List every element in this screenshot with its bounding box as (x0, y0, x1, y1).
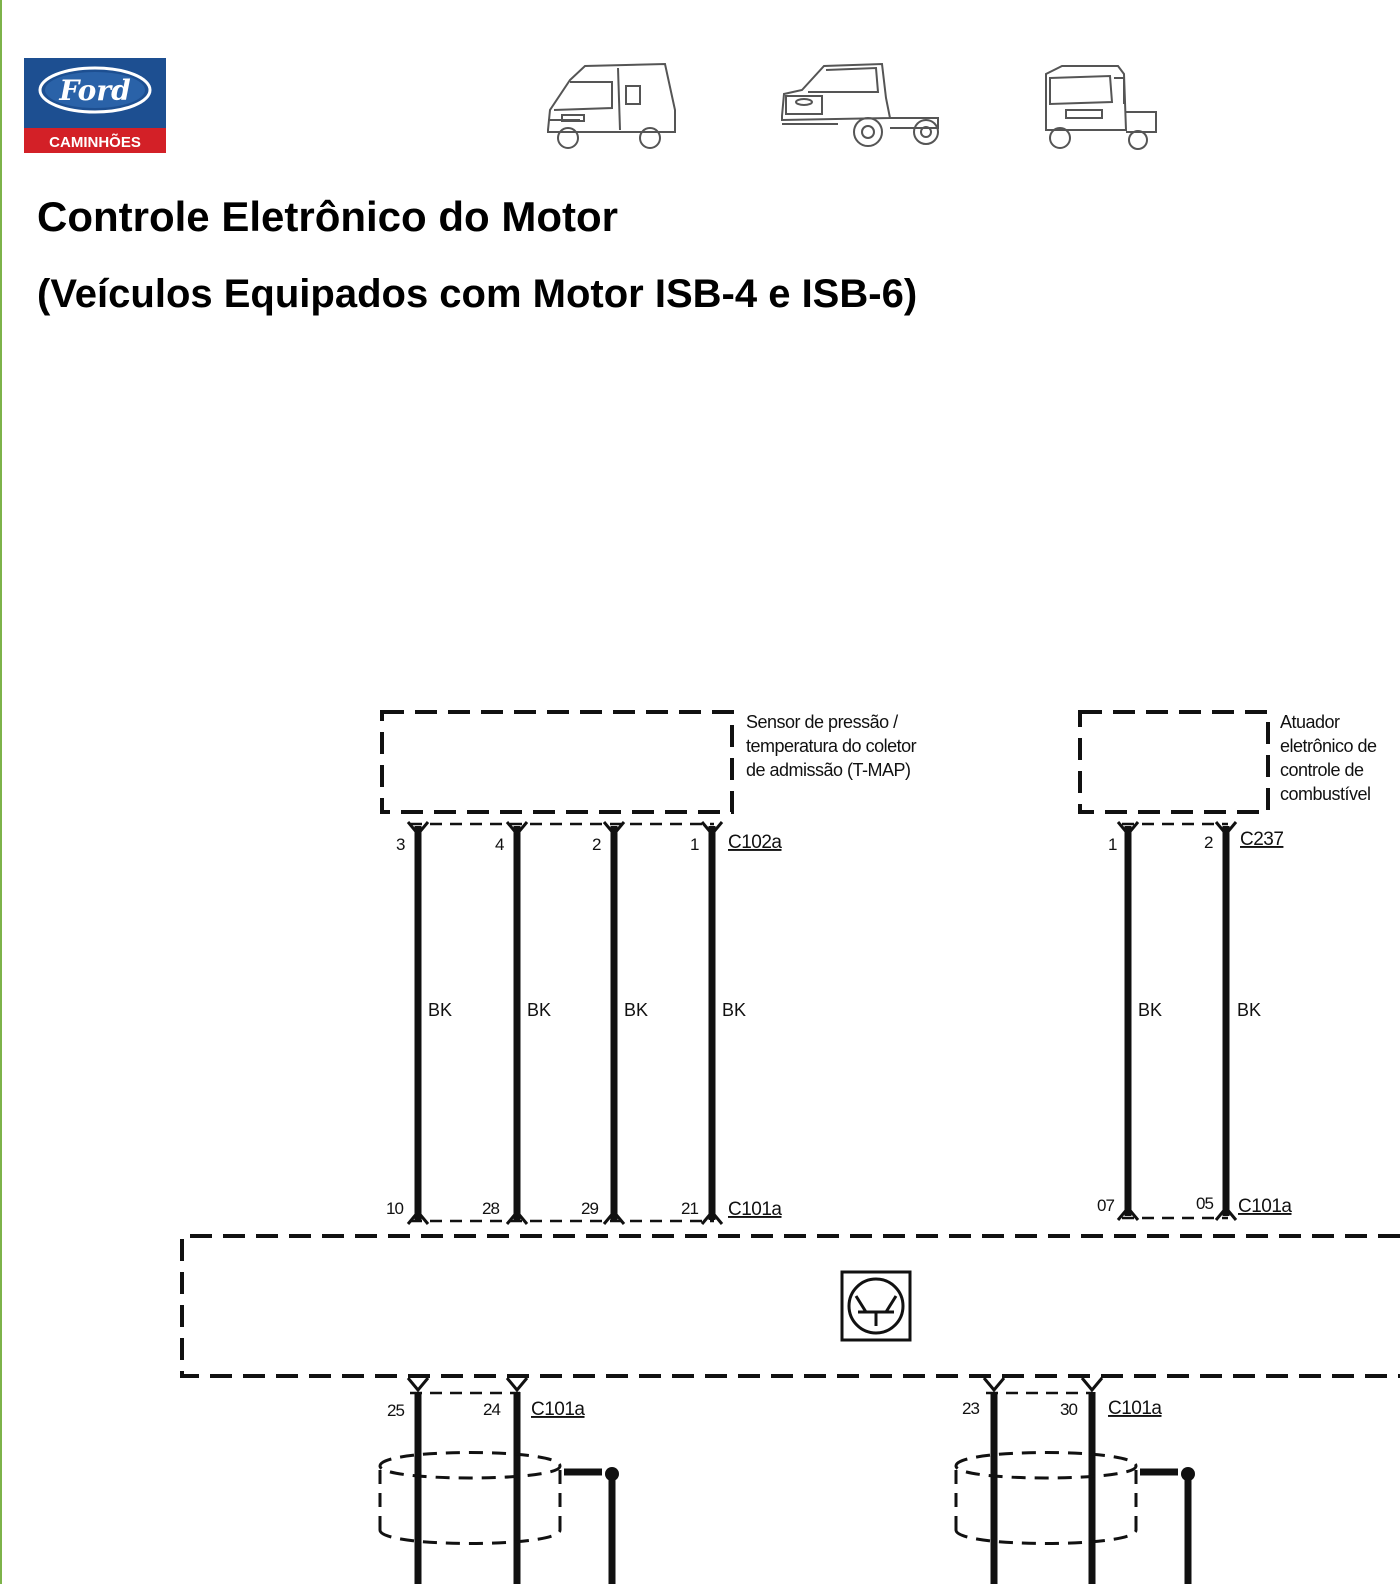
page-subtitle: (Veículos Equipados com Motor ISB-4 e ISB-6) (37, 272, 918, 316)
logo-sub-label: CAMINHÕES (49, 134, 141, 151)
actuator-label: Atuador eletrônico de controle de combustível (1280, 712, 1377, 804)
tmap-label: Sensor de pressão / temperatura do coletor de admissão (T-MAP) (746, 712, 917, 780)
pin-number: 24 (483, 1400, 500, 1419)
pin-number: 05 (1196, 1194, 1213, 1213)
wire-color-label: BK (428, 1000, 453, 1020)
tmap-sensor-box (382, 712, 732, 812)
connector-label: C237 (1240, 829, 1284, 850)
wire-color-label: BK (1237, 1000, 1262, 1020)
pin-number: 1 (690, 835, 699, 854)
ecu-box (182, 1236, 1400, 1376)
pin-number: 25 (387, 1401, 404, 1420)
wire-color-label: BK (527, 1000, 552, 1020)
pin-number: 2 (592, 835, 601, 854)
pin-number: 23 (962, 1399, 979, 1418)
logo-wordmark: Ford (59, 74, 131, 107)
fuel-actuator-box (1080, 712, 1268, 812)
wire-color-label: BK (722, 1000, 747, 1020)
pin-number: 10 (386, 1199, 403, 1218)
connector-label: C101a (1238, 1196, 1292, 1217)
pin-number: 2 (1204, 833, 1213, 852)
wire-color-label: BK (624, 1000, 649, 1020)
pin-number: 07 (1097, 1196, 1114, 1215)
pin-number: 1 (1108, 835, 1117, 854)
pin-number: 21 (681, 1199, 698, 1218)
page-title: Controle Eletrônico do Motor (37, 193, 618, 240)
transistor-icon (842, 1272, 910, 1340)
shield-right (956, 1453, 1136, 1544)
pin-number: 30 (1060, 1400, 1077, 1419)
pin-number: 28 (482, 1199, 499, 1218)
pin-number: 29 (581, 1199, 598, 1218)
wire-color-label: BK (1138, 1000, 1163, 1020)
connector-label: C101a (1108, 1398, 1162, 1419)
pin-number: 4 (495, 835, 504, 854)
connector-label: C101a (728, 1199, 782, 1220)
shield-left (380, 1453, 560, 1544)
pin-number: 3 (396, 835, 405, 854)
connector-label: C102a (728, 832, 782, 853)
connector-label: C101a (531, 1399, 585, 1420)
